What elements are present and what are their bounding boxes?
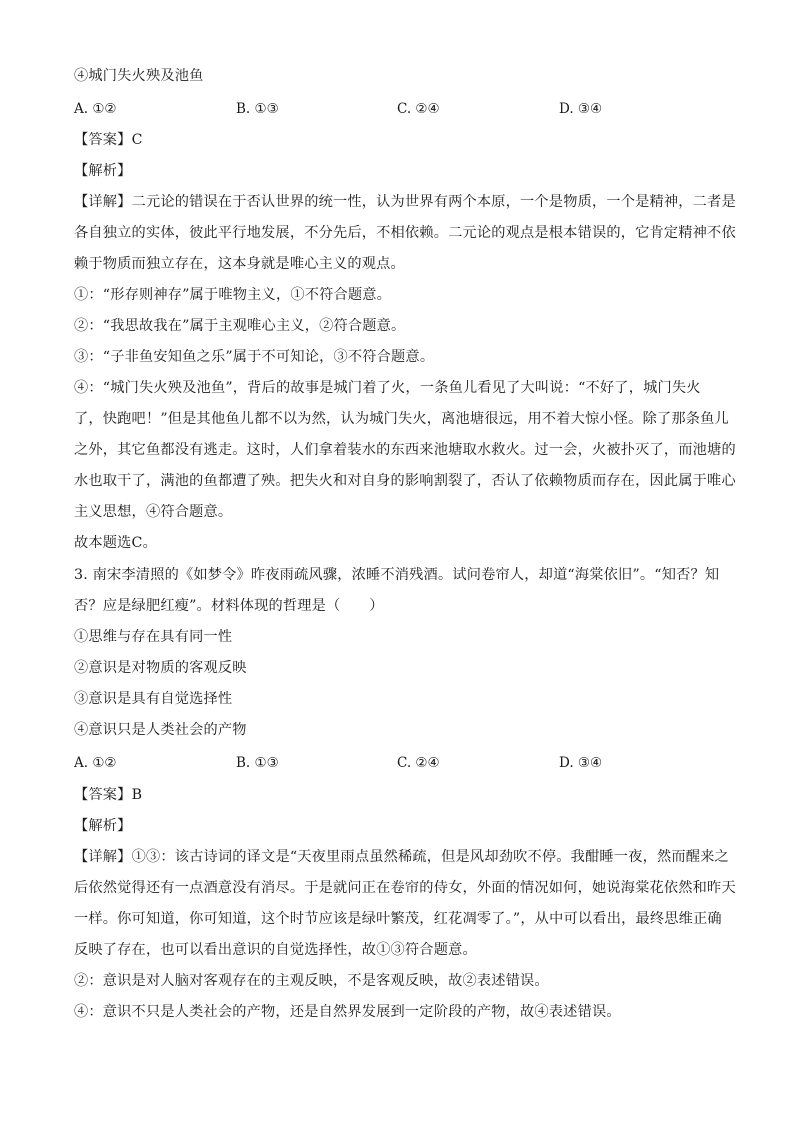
q3-item-3: ③意识是具有自觉选择性 (74, 691, 233, 707)
q3-item-4: ④意识只是人类社会的产物 (74, 722, 247, 738)
q3-answer: B (131, 787, 143, 803)
q3-detail-line-5: ②：意识是对人脑对客观存在的主观反映，不是客观反映，故②表述错误。 (74, 973, 549, 989)
q2-option-c: C. ②④ (397, 101, 440, 117)
q3-item-2: ②意识是对物质的客观反映 (74, 660, 247, 676)
q3-detail-text-1: ①③：该古诗词的译文是“天夜里雨点虽然稀疏，但是风却劲吹不停。我酣睡一夜，然而醒来之 (131, 849, 729, 865)
q3-detail-line-1 (74, 847, 729, 867)
q2-options (74, 99, 724, 119)
q3-answer-tag: 【答案】 (74, 787, 132, 803)
q2-answer-line (74, 130, 724, 150)
q2-conclusion: 故本题选C。 (74, 535, 157, 551)
q2-option-d: D. ③④ (559, 101, 603, 117)
q2-point-4-line-5: 主义思想，④符合题意。 (74, 504, 233, 520)
q3-detail-line-2: 后依然觉得还有一点酒意没有消尽。于是就问正在卷帘的侍女，外面的情况如何，她说海棠花依然和昨天 (74, 880, 736, 896)
q2-detail-line-2: 各自独立的实体，彼此平行地发展，不分先后，不相依赖。二元论的观点是根本错误的，它肯定精神不依 (74, 225, 736, 241)
q3-detail-line-4: 反映了存在，也可以看出意识的自觉选择性，故①③符合题意。 (74, 942, 477, 958)
q2-detail-line-3: 赖于物质而独立存在，这本身就是唯心主义的观点。 (74, 256, 405, 272)
q3-item-1: ①思维与存在具有同一性 (74, 629, 233, 645)
q2-point-4-line-3: 之外，其它鱼都没有逃走。这时，人们拿着装水的东西来池塘取水救火。过一会，火被扑灭了，而池塘的 (74, 442, 736, 458)
q3-detail-line-6: ④：意识不只是人类社会的产物，还是自然界发展到一定阶段的产物，故④表述错误。 (74, 1004, 621, 1020)
q3-option-d: D. ③④ (559, 755, 603, 771)
q2-analysis-tag: 【解析】 (74, 163, 132, 179)
q2-point-4-line-2: 了，快跑吧！”但是其他鱼儿都不以为然，认为城门失火，离池塘很远，用不着大惊小怪。除了那条鱼儿 (74, 411, 729, 427)
q3-stem-line-1: 3. 南宋李清照的《如梦令》昨夜雨疏风骤，浓睡不消残酒。试问卷帘人，却道“海棠依旧”。“知否？知 (74, 567, 720, 583)
q2-point-1: ①：“形存则神存”属于唯物主义，①不符合题意。 (74, 287, 392, 303)
q3-analysis-tag: 【解析】 (74, 818, 132, 834)
q3-option-b: B. ①③ (236, 755, 279, 771)
q2-item-4: ④城门失火殃及池鱼 (74, 68, 204, 84)
q3-stem-line-2: 否？应是绿肥红瘦”。材料体现的哲理是（ ） (74, 598, 384, 614)
q2-detail-line-1 (74, 192, 736, 212)
q2-option-b: B. ①③ (236, 101, 279, 117)
q2-point-4-line-1: ④：“城门失火殃及池鱼”，背后的故事是城门着了火，一条鱼儿看见了大叫说：“不好了，城门失火 (74, 380, 701, 396)
q2-answer: C (131, 132, 143, 148)
q2-detail-text-1: 二元论的错误在于否认世界的统一性，认为世界有两个本原，一个是物质，一个是精神，二者是 (131, 194, 736, 210)
q3-answer-line (74, 785, 724, 805)
q2-answer-tag: 【答案】 (74, 132, 132, 148)
q2-detail-tag: 【详解】 (74, 194, 132, 210)
q3-detail-tag: 【详解】 (74, 849, 132, 865)
q3-option-a: A. ①② (74, 755, 117, 771)
q3-option-c: C. ②④ (397, 755, 440, 771)
q2-point-3: ③：“子非鱼安知鱼之乐”属于不可知论，③不符合题意。 (74, 349, 435, 365)
q2-option-a: A. ①② (74, 101, 117, 117)
q3-detail-line-3: 一样。你可知道，你可知道，这个时节应该是绿叶繁茂，红花凋零了。”，从中可以看出，最终思维正确 (74, 911, 722, 927)
q3-options (74, 753, 724, 773)
q2-point-2: ②：“我思故我在”属于主观唯心主义，②符合题意。 (74, 318, 406, 334)
q2-point-4-line-4: 水也取干了，满池的鱼都遭了殃。把失火和对自身的影响割裂了，否认了依赖物质而存在，因此属于唯心 (74, 473, 736, 489)
